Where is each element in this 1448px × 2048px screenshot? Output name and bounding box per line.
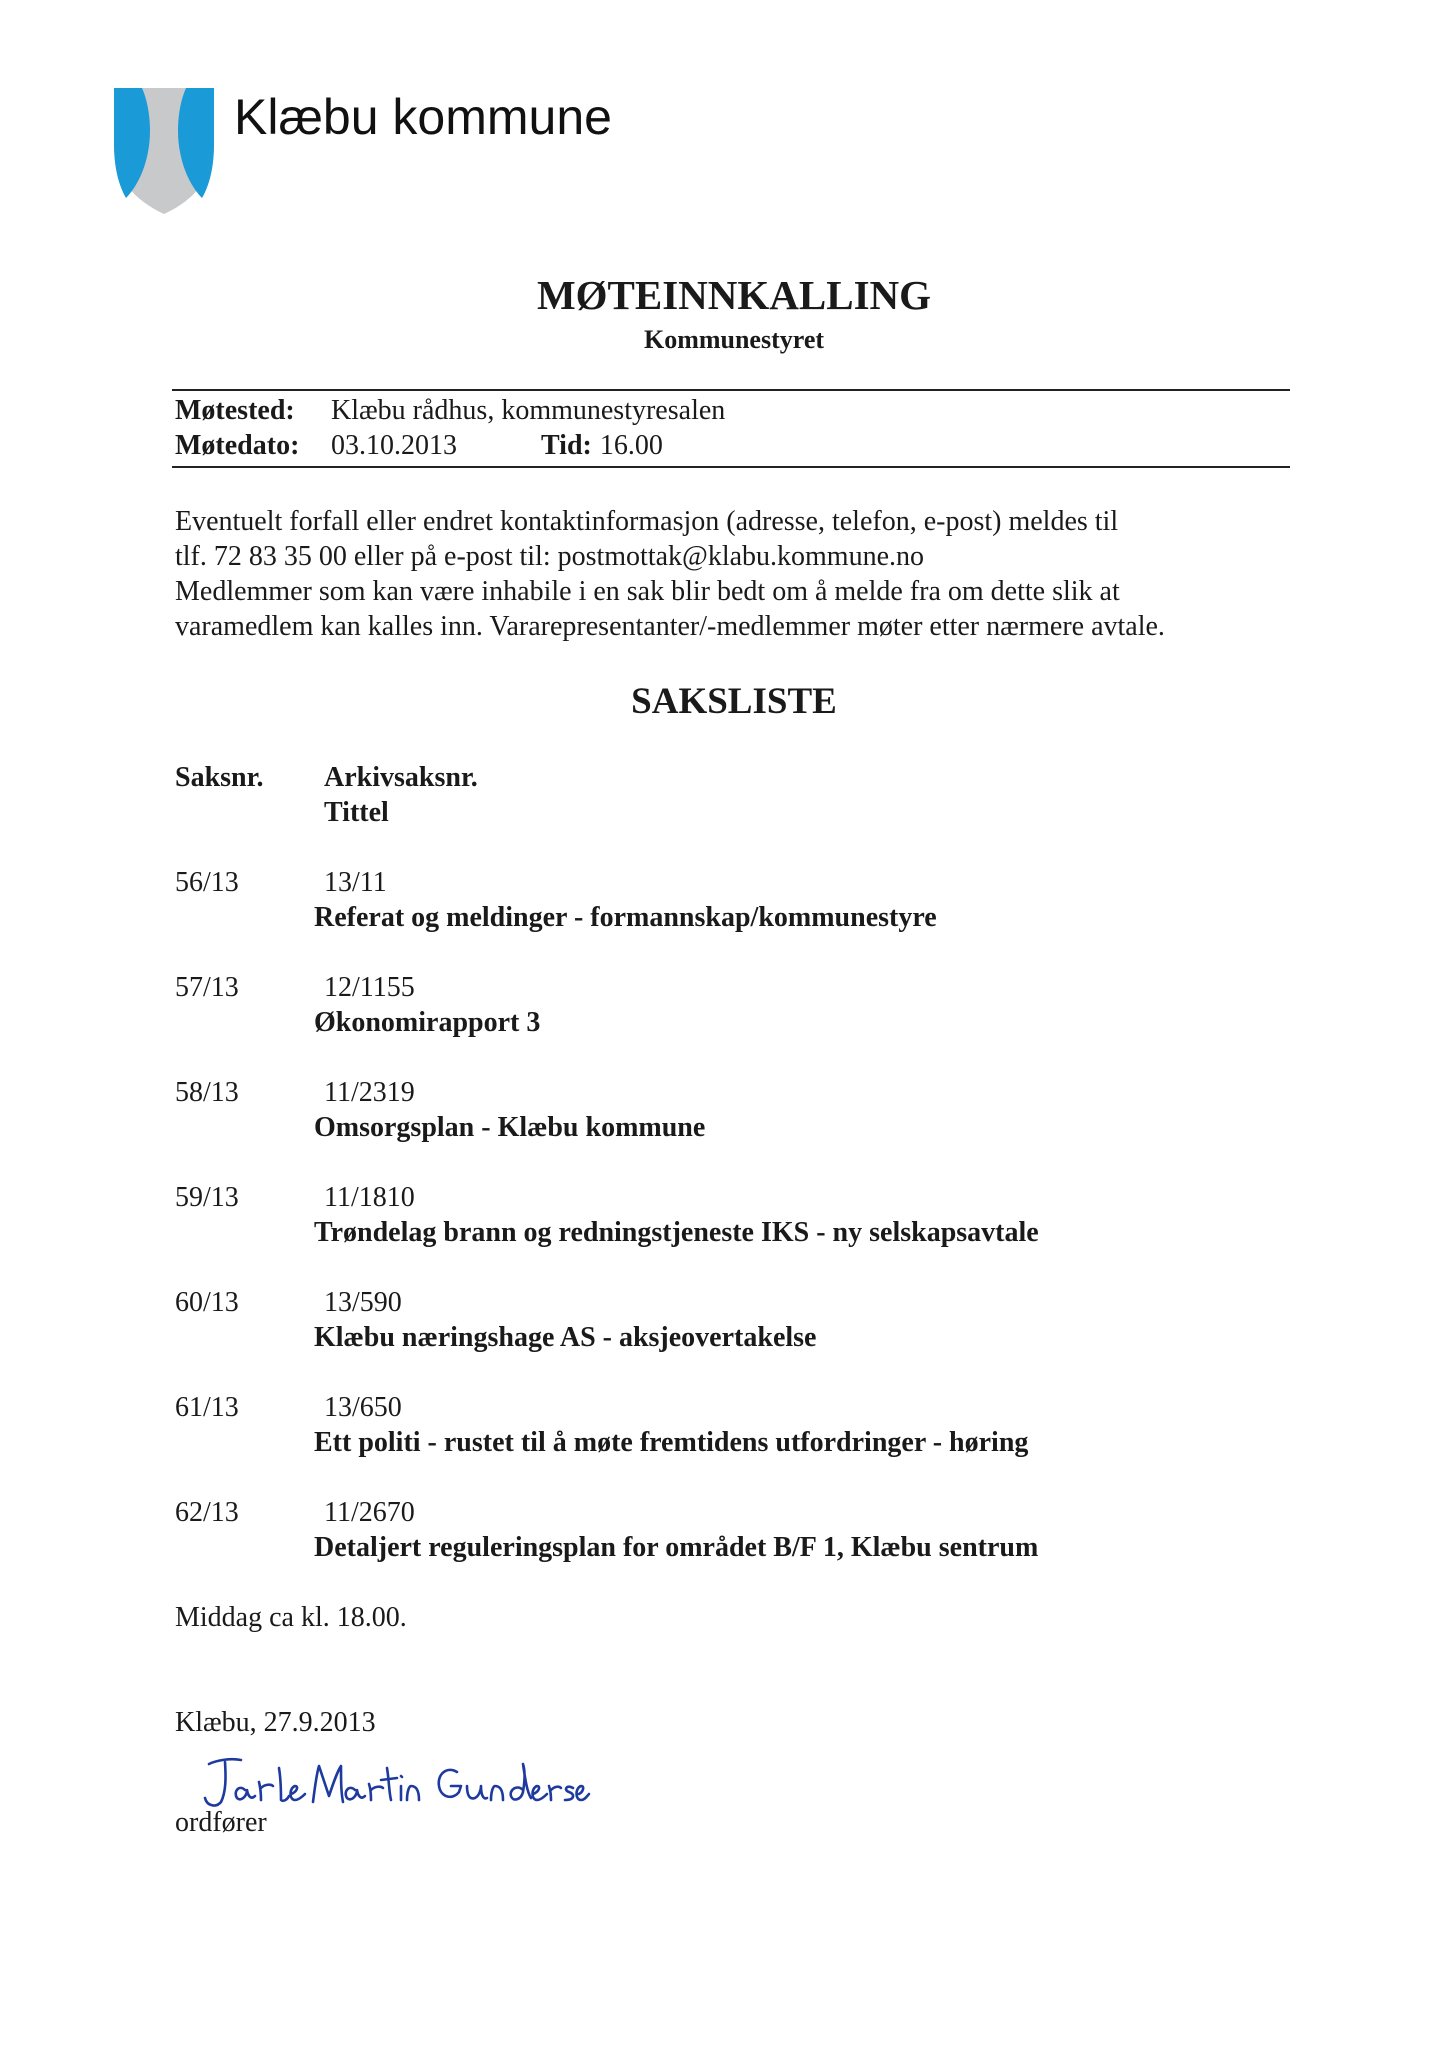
column-header-title: Tittel — [324, 797, 389, 828]
agenda-case-no: 59/13 — [175, 1182, 239, 1213]
agenda-archive-no: 13/590 — [324, 1287, 402, 1318]
meeting-place-value: Klæbu rådhus, kommunestyresalen — [331, 395, 726, 426]
municipal-crest-icon — [112, 86, 216, 216]
top-rule — [172, 389, 1290, 391]
meeting-time-value: 16.00 — [599, 430, 663, 461]
agenda-archive-no: 11/2319 — [324, 1077, 415, 1108]
notice-paragraph — [175, 504, 1295, 644]
agenda-case-no: 60/13 — [175, 1287, 239, 1318]
column-header-case-no: Saksnr. — [175, 762, 264, 793]
meeting-date-label: Møtedato: — [175, 430, 300, 461]
document-title: MØTEINNKALLING — [536, 272, 932, 318]
place-and-date: Klæbu, 27.9.2013 — [175, 1707, 376, 1738]
agenda-case-no: 62/13 — [175, 1497, 239, 1528]
meeting-place-label: Møtested: — [175, 395, 295, 426]
agenda-item-title: Detaljert reguleringsplan for området B/F 1, Klæbu sentrum — [314, 1532, 1039, 1563]
notice-line: Eventuelt forfall eller endret kontaktinformasjon (adresse, telefon, e-post) meldes til — [175, 506, 1119, 537]
column-header-archive-no: Arkivsaksnr. — [324, 762, 478, 793]
notice-line: varamedlem kan kalles inn. Vararepresentanter/-medlemmer møter etter nærmere avtale. — [175, 611, 1165, 642]
meeting-time-label: Tid: — [541, 430, 592, 461]
agenda-case-no: 61/13 — [175, 1392, 239, 1423]
meeting-date-value: 03.10.2013 — [331, 430, 457, 461]
document-subtitle: Kommunestyret — [643, 325, 825, 354]
agenda-archive-no: 13/650 — [324, 1392, 402, 1423]
agenda-item-title: Omsorgsplan - Klæbu kommune — [314, 1112, 706, 1143]
agenda-archive-no: 12/1155 — [324, 972, 415, 1003]
agenda-case-no: 58/13 — [175, 1077, 239, 1108]
agenda-archive-no: 11/1810 — [324, 1182, 415, 1213]
bottom-rule — [172, 466, 1290, 468]
agenda-archive-no: 13/11 — [324, 867, 387, 898]
agenda-item-title: Ett politi - rustet til å møte fremtidens utfordringer - høring — [314, 1427, 1029, 1458]
notice-line: Medlemmer som kan være inhabile i en sak blir bedt om å melde fra om dette slik at — [175, 576, 1120, 607]
organization-name: Klæbu kommune — [234, 89, 612, 145]
agenda-item-title: Referat og meldinger - formannskap/kommunestyre — [314, 902, 937, 933]
agenda-case-no: 57/13 — [175, 972, 239, 1003]
agenda-archive-no: 11/2670 — [324, 1497, 415, 1528]
agenda-case-no: 56/13 — [175, 867, 239, 898]
dinner-note: Middag ca kl. 18.00. — [175, 1602, 407, 1633]
agenda-title: SAKSLISTE — [631, 681, 837, 722]
signatory-role: ordfører — [175, 1807, 267, 1838]
agenda-item-title: Økonomirapport 3 — [314, 1007, 541, 1038]
agenda-item-title: Klæbu næringshage AS - aksjeovertakelse — [314, 1322, 817, 1353]
handwritten-signature — [195, 1746, 595, 1816]
meeting-date-row — [175, 430, 663, 462]
agenda-item-title: Trøndelag brann og redningstjeneste IKS - ny selskapsavtale — [314, 1217, 1039, 1248]
meeting-place-row — [175, 395, 725, 427]
notice-line: tlf. 72 83 35 00 eller på e-post til: postmottak@klabu.kommune.no — [175, 541, 925, 572]
